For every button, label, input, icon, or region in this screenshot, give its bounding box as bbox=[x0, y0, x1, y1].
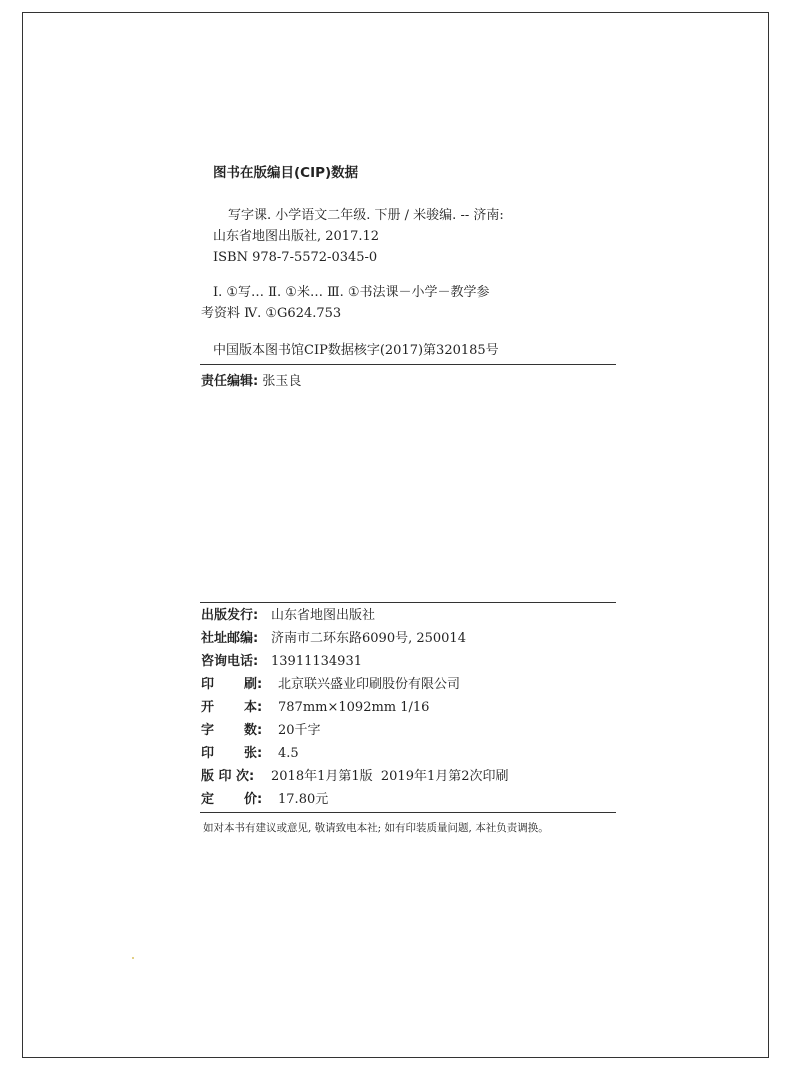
format-label-a: 开 bbox=[201, 700, 215, 715]
rule-colophon-bottom bbox=[200, 812, 616, 813]
price-label-a: 定 bbox=[201, 792, 215, 807]
publisher-label: 出版发行: bbox=[201, 608, 259, 623]
editor-label: 责任编辑: bbox=[201, 374, 259, 389]
colophon-row-price bbox=[201, 792, 328, 808]
colophon-row-sheets bbox=[201, 746, 299, 762]
cip-line-2: 山东省地图出版社, 2017.12 bbox=[213, 229, 380, 244]
cip-title: 图书在版编目(CIP)数据 bbox=[213, 165, 359, 181]
wordcount-label-b: 数: bbox=[244, 723, 263, 738]
editor-name: 张玉良 bbox=[262, 374, 302, 389]
rule-colophon-top bbox=[200, 602, 616, 603]
format-value: 787mm×1092mm 1/16 bbox=[278, 700, 430, 715]
printer-label-b: 刷: bbox=[244, 677, 263, 692]
phone-label: 咨询电话: bbox=[201, 654, 259, 669]
colophon-row-address bbox=[201, 631, 466, 647]
speck bbox=[132, 957, 134, 959]
colophon-row-edition bbox=[201, 769, 509, 785]
edition-value: 2018年1月第1版 2019年1月第2次印刷 bbox=[271, 769, 509, 784]
cip-core-number: 中国版本图书馆CIP数据核字(2017)第320185号 bbox=[213, 343, 499, 358]
colophon-row-format bbox=[201, 700, 429, 716]
price-value: 17.80元 bbox=[278, 792, 329, 807]
colophon-row-wordcount bbox=[201, 723, 321, 739]
quality-notice: 如对本书有建议或意见, 敬请致电本社; 如有印装质量问题, 本社负责调换。 bbox=[203, 822, 549, 834]
cip-line-4: Ⅰ. ①写… Ⅱ. ①米… Ⅲ. ①书法课－小学－教学参 bbox=[213, 285, 490, 300]
publisher-value: 山东省地图出版社 bbox=[271, 608, 376, 623]
address-value: 济南市二环东路6090号, 250014 bbox=[271, 631, 466, 646]
sheets-value: 4.5 bbox=[278, 746, 299, 761]
colophon-row-printer bbox=[201, 677, 460, 693]
phone-value: 13911134931 bbox=[271, 654, 362, 669]
cip-line-1: 写字课. 小学语文二年级. 下册 / 米骏编. -- 济南: bbox=[228, 208, 504, 223]
cip-isbn: ISBN 978-7-5572-0345-0 bbox=[213, 250, 378, 265]
printer-value: 北京联兴盛业印刷股份有限公司 bbox=[278, 677, 461, 692]
sheets-label-b: 张: bbox=[244, 746, 263, 761]
cip-line-5: 考资料 Ⅳ. ①G624.753 bbox=[201, 306, 342, 321]
page-border bbox=[22, 12, 769, 1058]
format-label-b: 本: bbox=[244, 700, 263, 715]
editor-row bbox=[201, 374, 301, 390]
edition-label: 版 印 次: bbox=[201, 769, 255, 784]
price-label-b: 价: bbox=[244, 792, 263, 807]
wordcount-value: 20千字 bbox=[278, 723, 321, 738]
colophon-row-phone bbox=[201, 654, 362, 670]
sheets-label-a: 印 bbox=[201, 746, 215, 761]
printer-label-a: 印 bbox=[201, 677, 215, 692]
wordcount-label-a: 字 bbox=[201, 723, 215, 738]
address-label: 社址邮编: bbox=[201, 631, 259, 646]
colophon-row-publisher bbox=[201, 608, 375, 624]
rule-top bbox=[200, 364, 616, 365]
